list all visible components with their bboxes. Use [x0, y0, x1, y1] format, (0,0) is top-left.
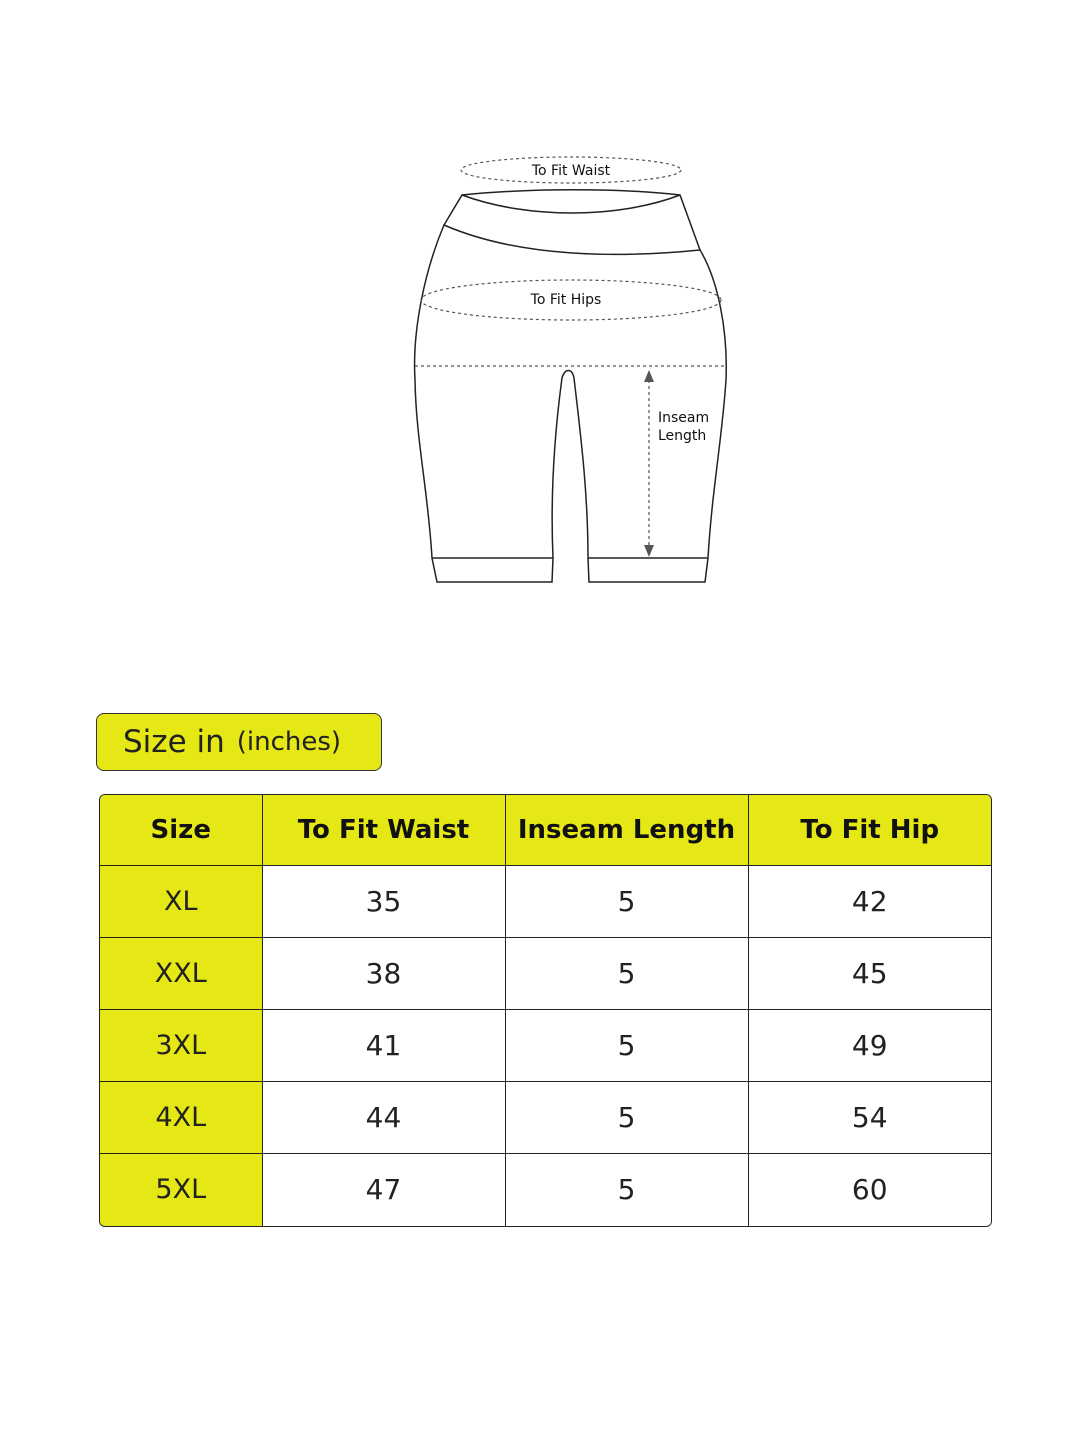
waist-cell: 44	[262, 1082, 505, 1154]
header-waist: To Fit Waist	[262, 795, 505, 866]
legs-outline	[415, 225, 727, 582]
inseam-cell: 5	[505, 1154, 748, 1226]
table-row	[100, 1010, 991, 1082]
table-row	[100, 1154, 991, 1226]
arrow-down-icon	[644, 545, 654, 557]
shorts-diagram	[400, 150, 740, 595]
waistband-inner-curve	[462, 195, 680, 213]
size-unit-label: Size in	[123, 724, 225, 760]
table-row	[100, 866, 991, 938]
size-cell: 4XL	[100, 1082, 262, 1154]
hip-cell: 42	[748, 866, 991, 938]
hip-cell: 45	[748, 938, 991, 1010]
size-cell: 5XL	[100, 1154, 262, 1226]
waistband-shape	[444, 190, 700, 255]
size-cell: 3XL	[100, 1010, 262, 1082]
size-chart-table	[99, 794, 992, 1227]
size-cell: XXL	[100, 938, 262, 1010]
waist-label: To Fit Waist	[531, 163, 611, 179]
hip-cell: 49	[748, 1010, 991, 1082]
inseam-cell: 5	[505, 938, 748, 1010]
hip-cell: 60	[748, 1154, 991, 1226]
size-unit-badge	[96, 713, 382, 771]
inseam-cell: 5	[505, 1010, 748, 1082]
waist-cell: 41	[262, 1010, 505, 1082]
arrow-up-icon	[644, 370, 654, 382]
hips-label: To Fit Hips	[530, 292, 602, 308]
table-row	[100, 1082, 991, 1154]
header-inseam: Inseam Length	[505, 795, 748, 866]
inseam-label-line2: Length	[658, 428, 707, 444]
table-row	[100, 938, 991, 1010]
size-unit-value: (inches)	[236, 727, 342, 757]
waist-cell: 35	[262, 866, 505, 938]
waist-cell: 38	[262, 938, 505, 1010]
shorts-outline	[400, 150, 740, 595]
inseam-label-line1: Inseam	[658, 410, 710, 426]
header-hip: To Fit Hip	[748, 795, 991, 866]
inseam-cell: 5	[505, 866, 748, 938]
hip-cell: 54	[748, 1082, 991, 1154]
table-header-row	[100, 795, 991, 866]
header-size: Size	[100, 795, 262, 866]
waist-cell: 47	[262, 1154, 505, 1226]
inseam-cell: 5	[505, 1082, 748, 1154]
size-cell: XL	[100, 866, 262, 938]
